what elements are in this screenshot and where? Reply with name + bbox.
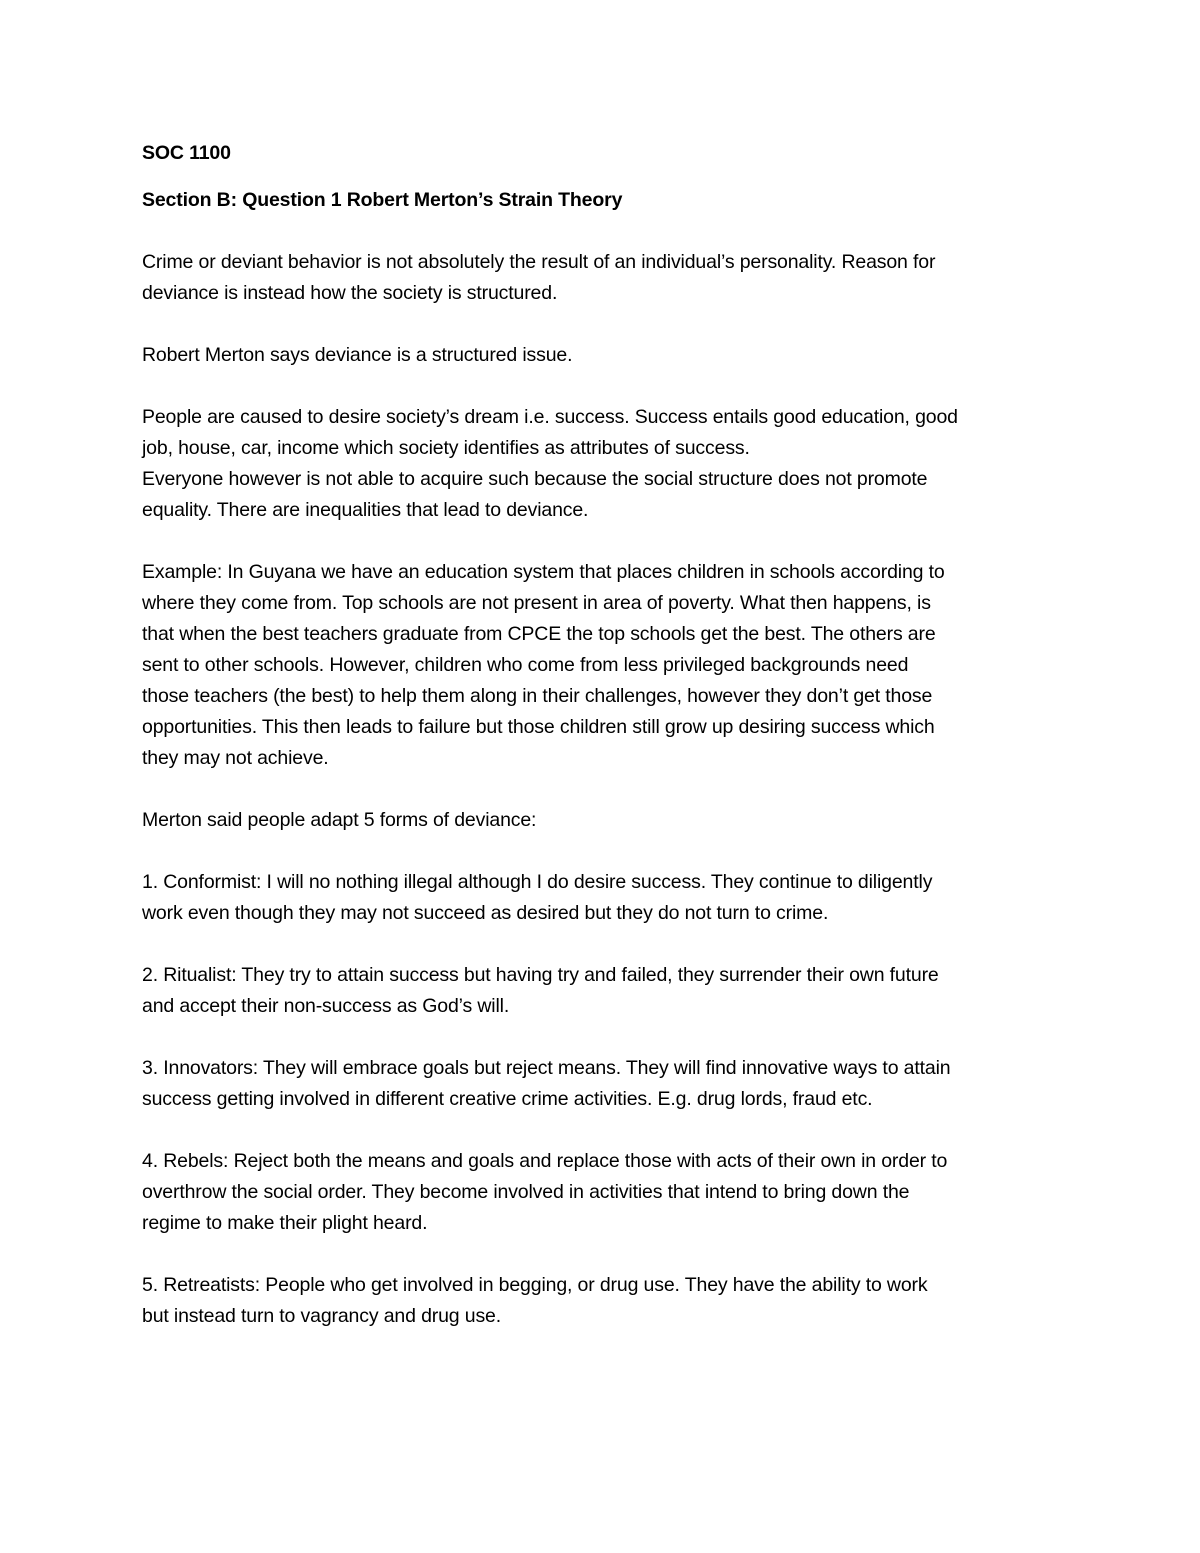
paragraph-guyana-example: Example: In Guyana we have an education system that places children in schools according to where they come from. Top schools are not present in area of poverty. What then happens, is that when the best teachers graduate from CPCE the top schools get the best. The others are sent to other schools. However, children who come from less privileged backgrounds need those teachers (the best) to help them along in their challenges, however they don’t get those opportunities. This then leads to failure but those children still grow up desiring success which they may not achieve.	[142, 561, 945, 769]
paragraph-crime-deviance: Crime or deviant behavior is not absolutely the result of an individual’s personality. Reason for deviance is instead how the society is structured.	[142, 251, 936, 304]
paragraph-structured-issue: Robert Merton says deviance is a structured issue.	[142, 344, 573, 366]
list-item-innovators: 3. Innovators: They will embrace goals but reject means. They will find innovative ways to attain success getting involved in different creative crime activities. E.g. drug lords, fraud etc.	[142, 1057, 951, 1110]
list-item-conformist: 1. Conformist: I will no nothing illegal although I do desire success. They continue to diligently work even though they may not succeed as desired but they do not turn to crime.	[142, 871, 933, 924]
paragraph-inequality: Everyone however is not able to acquire such because the social structure does not promote equality. There are inequalities that lead to deviance.	[142, 468, 928, 521]
list-item-ritualist: 2. Ritualist: They try to attain success but having try and failed, they surrender their own future and accept their non-success as God’s will.	[142, 964, 939, 1017]
course-code: SOC 1100	[142, 142, 231, 164]
section-title: Section B: Question 1 Robert Merton’s Strain Theory	[142, 189, 623, 211]
list-item-rebels: 4. Rebels: Reject both the means and goals and replace those with acts of their own in order to overthrow the social order. They become involved in activities that intend to bring down the regime to make their plight heard.	[142, 1150, 948, 1234]
paragraph-success-dream: People are caused to desire society’s dream i.e. success. Success entails good education, good job, house, car, income which society identifies as attributes of success.	[142, 406, 958, 459]
document-body	[142, 138, 1062, 1363]
list-item-retreatists: 5. Retreatists: People who get involved in begging, or drug use. They have the ability to work but instead turn to vagrancy and drug use.	[142, 1274, 928, 1327]
paragraph-forms-intro: Merton said people adapt 5 forms of deviance:	[142, 809, 537, 831]
